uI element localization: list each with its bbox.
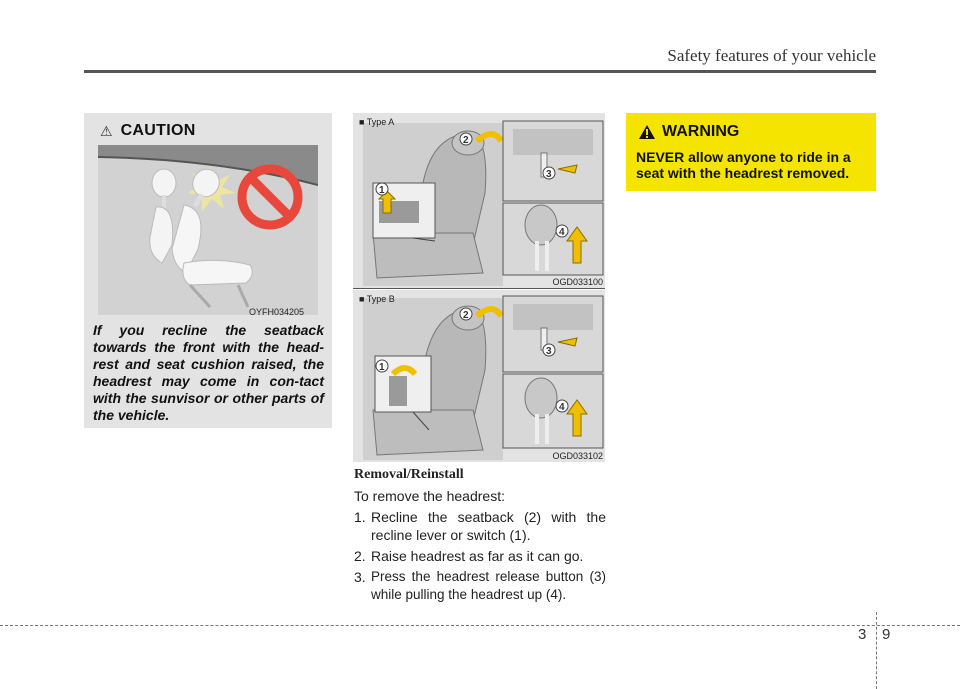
figure-type-a-code: OGD033100 bbox=[552, 277, 603, 287]
callout-4-a: 4 bbox=[559, 227, 565, 238]
callout-4-b: 4 bbox=[559, 402, 565, 413]
page-number-divider bbox=[876, 612, 877, 689]
section-title: Safety features of your vehicle bbox=[667, 46, 876, 65]
list-item bbox=[354, 508, 606, 544]
callout-2-b: 2 bbox=[463, 310, 469, 321]
warning-heading bbox=[638, 123, 739, 141]
callout-1-b: 1 bbox=[379, 362, 385, 373]
list-item bbox=[354, 547, 606, 565]
seat-sunvisor-illustration bbox=[98, 145, 318, 315]
callout-1-a: 1 bbox=[379, 185, 385, 196]
warning-panel bbox=[626, 113, 876, 191]
figure-type-b bbox=[353, 290, 605, 462]
removal-intro: To remove the headrest: bbox=[354, 488, 505, 504]
warning-text: NEVER allow anyone to ride in a seat with the headrest removed. bbox=[636, 149, 851, 181]
headrest-removal-illustration-a bbox=[353, 113, 605, 288]
warning-triangle-icon bbox=[638, 124, 656, 140]
caution-triangle-icon: ⚠ bbox=[100, 122, 113, 139]
caution-heading bbox=[100, 122, 196, 140]
caution-image-code: OYFH034205 bbox=[249, 307, 305, 317]
chapter-number: 3 bbox=[858, 626, 867, 643]
callout-2-a: 2 bbox=[463, 135, 469, 146]
figure-type-a-label: ■ Type A bbox=[359, 117, 395, 127]
callout-3-b: 3 bbox=[546, 346, 552, 357]
step-number: 2. bbox=[354, 548, 366, 564]
figure-type-a bbox=[353, 113, 605, 288]
page-number: 9 bbox=[882, 626, 891, 643]
headrest-removal-illustration-b bbox=[353, 290, 605, 462]
list-item bbox=[354, 568, 606, 604]
step-text: Recline the seatback (2) with the recline lever or switch (1). bbox=[371, 509, 606, 543]
callout-3-a: 3 bbox=[546, 169, 552, 180]
caution-panel bbox=[84, 113, 332, 428]
step-number: 3. bbox=[354, 569, 366, 585]
figure-divider bbox=[353, 288, 605, 289]
figure-type-b-code: OGD033102 bbox=[552, 451, 603, 461]
footer-rule bbox=[0, 625, 960, 626]
step-text: Press the headrest release button (3) while pulling the headrest up (4). bbox=[371, 569, 606, 602]
removal-heading: Removal/Reinstall bbox=[354, 467, 464, 482]
figure-type-b-label: ■ Type B bbox=[359, 294, 395, 304]
step-number: 1. bbox=[354, 509, 366, 525]
step-text: Raise headrest as far as it can go. bbox=[371, 548, 584, 564]
caution-text: If you recline the seatback towards the front with the head-rest and seat cushion raised, the headrest may come in con-tact with the sunvisor or other parts of the vehicle. bbox=[93, 322, 324, 423]
header-rule bbox=[84, 70, 876, 73]
removal-instructions bbox=[354, 466, 606, 607]
warning-label: WARNING bbox=[662, 123, 740, 140]
caution-label: CAUTION bbox=[120, 122, 196, 139]
